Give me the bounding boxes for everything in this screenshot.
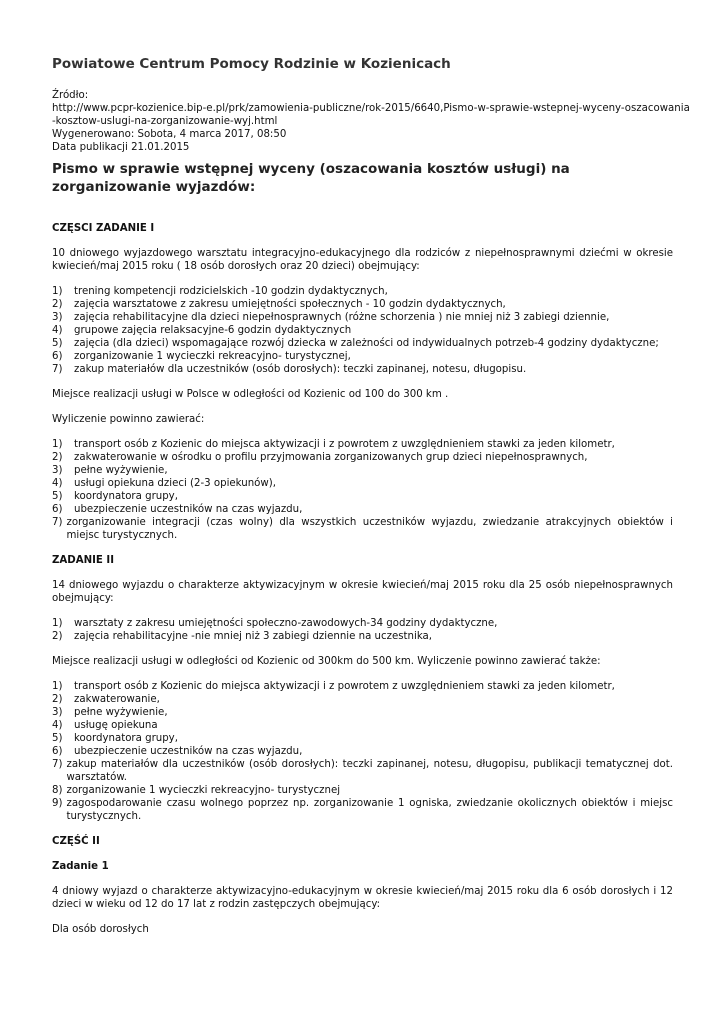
calculation-list [52, 438, 673, 542]
generated-date: Wygenerowano: Sobota, 4 marca 2017, 08:50 [52, 129, 287, 140]
list-item: 4) usługi opiekuna dzieci (2-3 opiekunów), [52, 478, 276, 489]
section-intro: 14 dniowego wyjazdu o charakterze aktywizacyjnym w okresie kwiecień/maj 2015 roku dla 25 osób niepełnosprawnych obejmujący: [52, 580, 673, 604]
list-item: 5) koordynatora grupy, [52, 733, 178, 744]
section-heading: CZĘSCI ZADANIE I [52, 223, 155, 234]
list-item: 2) zajęcia rehabilitacyjne -nie mniej niż 3 zabiegi dziennie na uczestnika, [52, 631, 433, 642]
activity-list [52, 285, 673, 376]
section-intro: 4 dniowy wyjazd o charakterze aktywizacyjno-edukacyjnym w okresie kwiecień/maj 2015 roku dla 6 osób dorosłych i 12 dzieci w wieku od 12 do 17 lat z rodzin zastępczych obejmujący: [52, 886, 673, 910]
calculation-intro: Wyliczenie powinno zawierać: [52, 414, 205, 425]
list-item: 4) usługę opiekuna [52, 720, 158, 731]
location-text: Miejsce realizacji usługi w Polsce w odległości od Kozienic od 100 do 300 km . [52, 389, 449, 400]
list-item: 7) zakup materiałów dla uczestników (osób dorosłych): teczki zapinanej, notesu, długopisu. [52, 364, 527, 375]
section-heading: CZĘŚĆ II [52, 836, 100, 847]
list-item: 1) transport osób z Kozienic do miejsca aktywizacji i z powrotem z uwzględnieniem stawki za jeden kilometr, [52, 681, 615, 692]
section-intro: 10 dniowego wyjazdowego warsztatu integracyjno-edukacyjnego dla rodziców z niepełnosprawnymi dziećmi w okresie kwiecień/maj 2015 roku ( 18 osób dorosłych oraz 20 dzieci) obejmujący: [52, 248, 673, 272]
list-item: 9) zagospodarowanie czasu wolnego poprzez np. zorganizowanie 1 ogniska, zwiedzanie okolicznych obiektów i miejsc turystycznych. [52, 798, 673, 822]
list-item: 7) zorganizowanie integracji (czas wolny) dla wszystkich uczestników wyjazdu, zwiedzanie atrakcyjnych obiektów i miejsc turystycznych. [52, 517, 673, 541]
activity-list [52, 617, 673, 643]
list-item: 6) ubezpieczenie uczestników na czas wyjazdu, [52, 504, 303, 515]
source-label: Źródło: [52, 90, 89, 101]
list-item: 3) pełne wyżywienie, [52, 465, 168, 476]
list-item: 1) trening kompetencji rodzicielskich -10 godzin dydaktycznych, [52, 286, 388, 297]
list-item: 5) zajęcia (dla dzieci) wspomagające rozwój dziecka w zależności od indywidualnych potrzeb-4 godziny dydaktyczne; [52, 338, 659, 349]
list-item: 3) pełne wyżywienie, [52, 707, 168, 718]
list-item: 3) zajęcia rehabilitacyjne dla dzieci niepełnosprawnych (różne schorzenia ) nie mniej niż 3 zabiegi dziennie, [52, 312, 610, 323]
location-text: Miejsce realizacji usługi w odległości od Kozienic od 300km do 500 km. Wyliczenie powinno zawierać także: [52, 656, 601, 667]
list-item: 2) zakwaterowanie, [52, 694, 160, 705]
list-item: 4) grupowe zajęcia relaksacyjne-6 godzin dydaktycznych [52, 325, 352, 336]
publication-date: Data publikacji 21.01.2015 [52, 142, 190, 153]
list-item: 1) warsztaty z zakresu umiejętności społeczno-zawodowych-34 godziny dydaktyczne, [52, 618, 498, 629]
source-url-line-1: http://www.pcpr-kozienice.bip-e.pl/prk/zamowienia-publiczne/rok-2015/6640,Pismo-w-sprawie-wstepnej-wyceny-oszacowania [52, 103, 690, 114]
list-item: 2) zakwaterowanie w ośrodku o profilu przyjmowania zorganizowanych grup dzieci niepełnosprawnych, [52, 452, 588, 463]
list-item: 7) zakup materiałów dla uczestników (osób dorosłych): teczki zapinanej, notesu, długopisu, publikacji tematycznej dot. warsztatów. [52, 759, 673, 783]
list-item: 2) zajęcia warsztatowe z zakresu umiejętności społecznych - 10 godzin dydaktycznych, [52, 299, 506, 310]
source-metadata [52, 89, 690, 154]
adults-label: Dla osób dorosłych [52, 924, 149, 935]
document-body [52, 222, 673, 936]
task-subheading: Zadanie 1 [52, 861, 109, 872]
calculation-list [52, 680, 673, 823]
list-item: 6) ubezpieczenie uczestników na czas wyjazdu, [52, 746, 303, 757]
document-title: Pismo w sprawie wstępnej wyceny (oszacowania kosztów usługi) na zorganizowanie wyjazdów: [52, 161, 570, 195]
source-url-line-2: -kosztow-uslugi-na-zorganizowanie-wyj.html [52, 116, 278, 127]
organization-heading: Powiatowe Centrum Pomocy Rodzinie w Kozienicach [52, 56, 451, 72]
list-item: 8) zorganizowanie 1 wycieczki rekreacyjno- turystycznej [52, 785, 341, 796]
section-heading: ZADANIE II [52, 555, 115, 566]
list-item: 5) koordynatora grupy, [52, 491, 178, 502]
list-item: 1) transport osób z Kozienic do miejsca aktywizacji i z powrotem z uwzględnieniem stawki za jeden kilometr, [52, 439, 615, 450]
list-item: 6) zorganizowanie 1 wycieczki rekreacyjno- turystycznej, [52, 351, 351, 362]
